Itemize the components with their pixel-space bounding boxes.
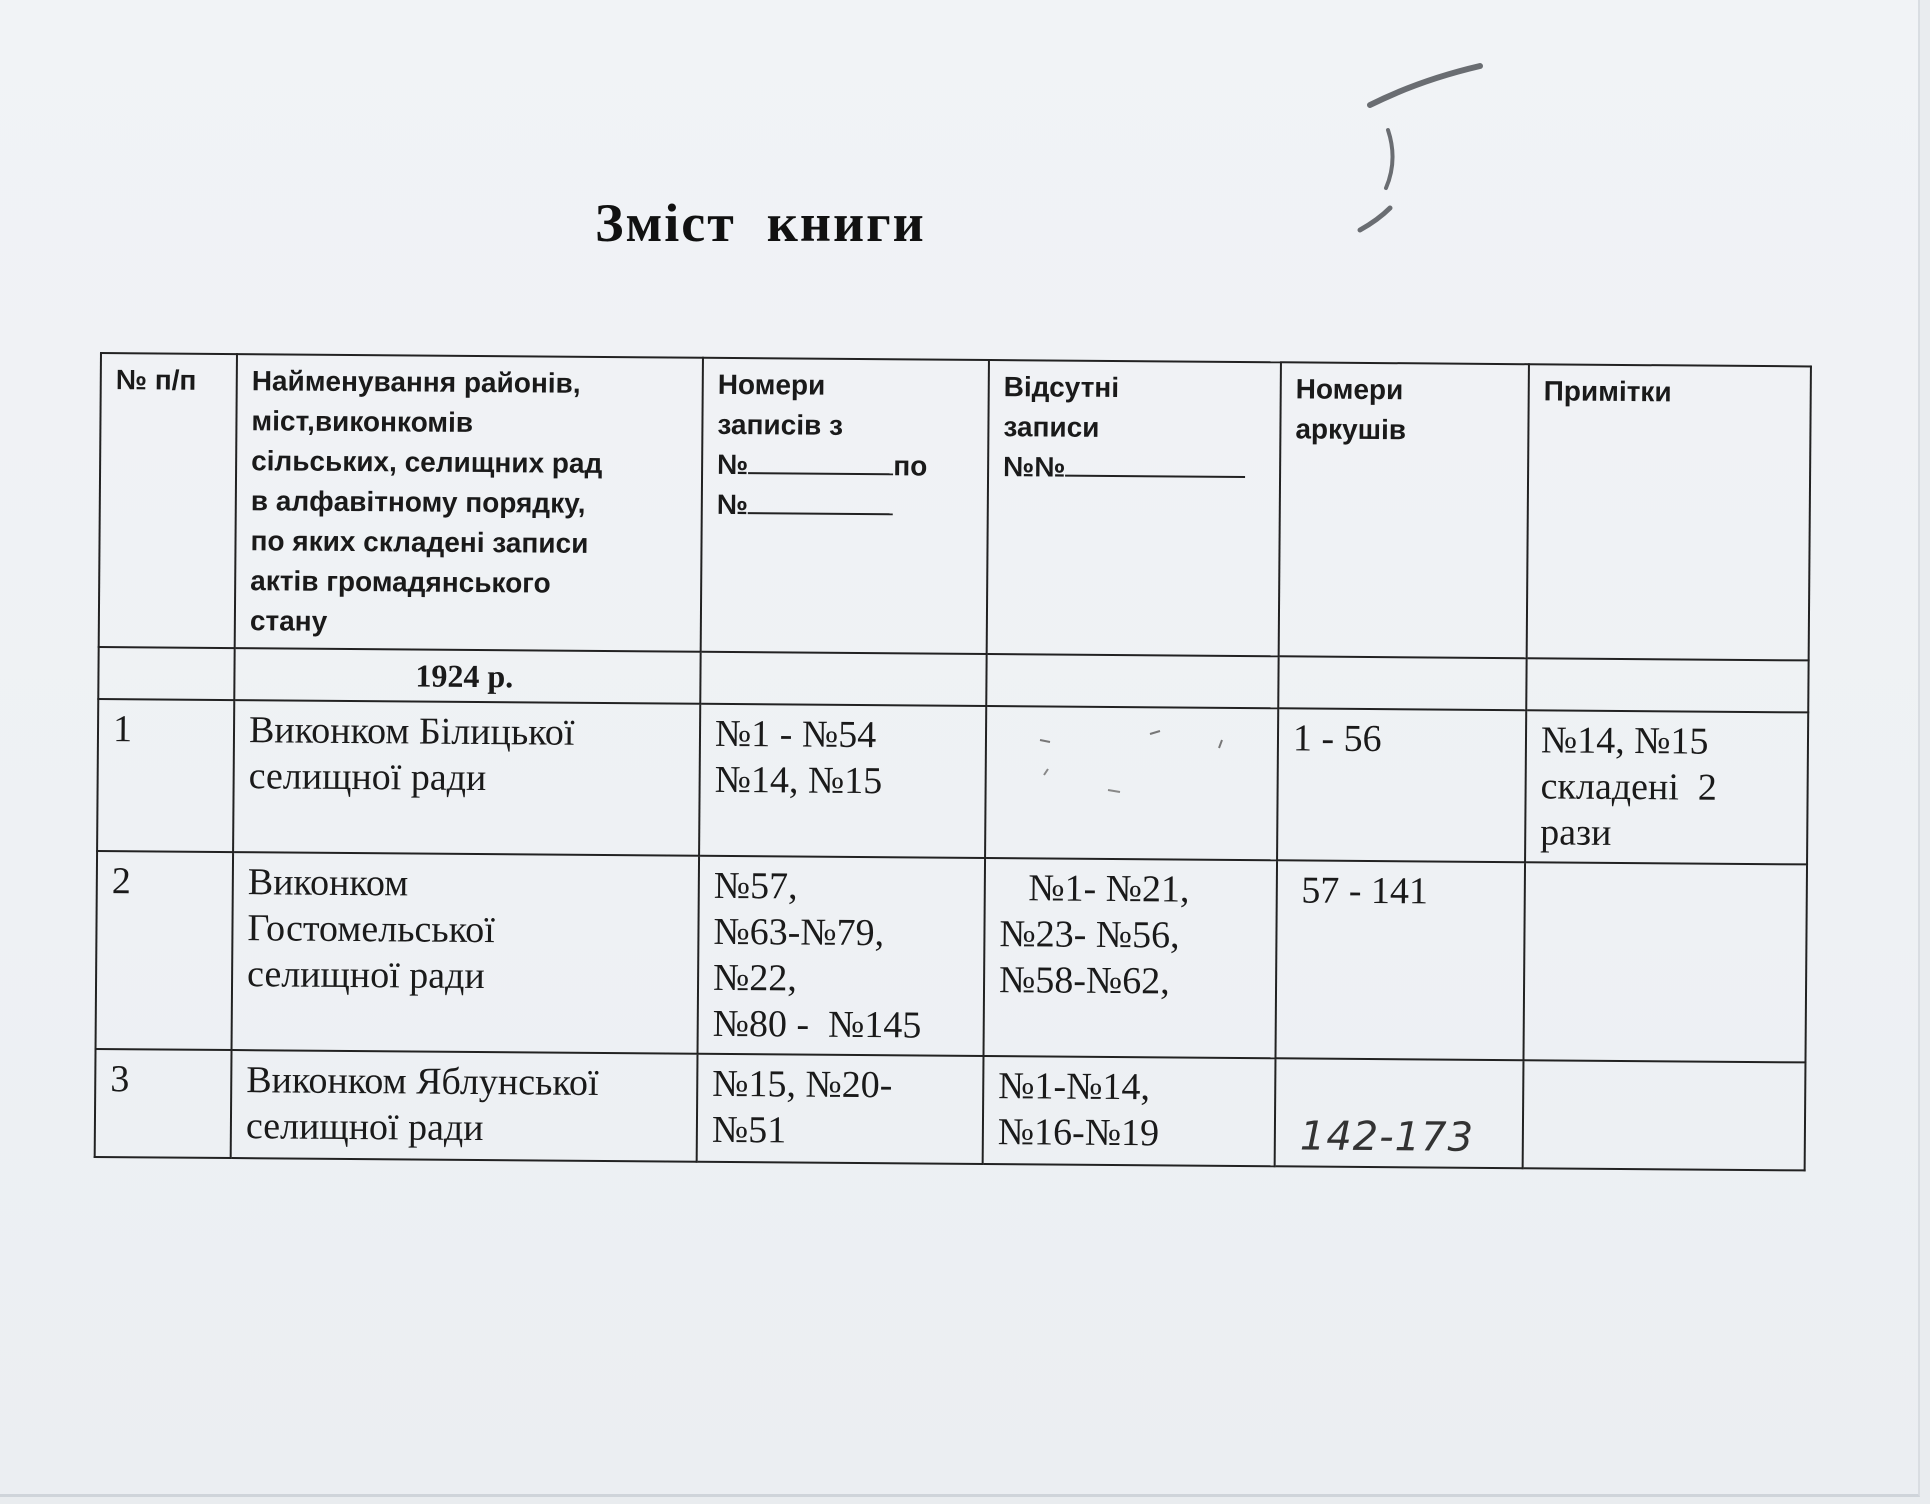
row-records-line: №15, №20- [712, 1062, 893, 1107]
header-missing [987, 360, 1281, 656]
blank-line [1065, 475, 1245, 478]
table-cell [1278, 656, 1526, 710]
row-missing-line: №23- №56, [999, 913, 1180, 957]
header-row [99, 353, 1811, 660]
header-sheets [1279, 362, 1529, 658]
row-number: 1 [97, 699, 234, 852]
header-number: № п/п [99, 353, 237, 648]
header-missing-range [1003, 447, 1265, 489]
header-notes: Примітки [1527, 364, 1811, 660]
row-notes-line: складені 2 [1540, 765, 1718, 809]
row-number: 2 [96, 851, 234, 1050]
header-name [235, 354, 703, 652]
header-missing-line: записи [1003, 411, 1100, 443]
blank-line [748, 472, 893, 475]
header-records-po: по [893, 450, 928, 482]
row-missing [983, 858, 1277, 1058]
contents-table [94, 352, 1812, 1171]
row-sheets: 57 - 141 [1275, 860, 1525, 1060]
header-missing-line: Відсутні [1003, 371, 1120, 404]
header-sheets-line: Номери [1295, 373, 1404, 406]
table-row [95, 1049, 1806, 1170]
header-records-line: Номери [717, 368, 826, 401]
table-row [96, 851, 1808, 1062]
row-name-line: селищної ради [245, 1105, 484, 1150]
row-missing-line: №1- №21, [999, 867, 1190, 911]
blank-line [748, 512, 893, 515]
row-missing-line: №16-№19 [997, 1111, 1160, 1155]
handwritten-sheets: 142-173 [1299, 1113, 1475, 1161]
header-missing-no: №№ [1003, 451, 1066, 483]
row-sheets [1275, 1058, 1524, 1168]
table-cell [1526, 658, 1808, 712]
row-name-line: селищної ради [248, 755, 487, 800]
row-name-line: Виконком Яблунської [246, 1059, 599, 1104]
row-name [231, 1050, 698, 1162]
row-missing [983, 1056, 1276, 1166]
row-records-line: №57, [713, 864, 798, 908]
table-cell [986, 654, 1278, 708]
header-records [701, 358, 989, 654]
header-name-line: стану [249, 605, 328, 637]
row-records [697, 1054, 984, 1164]
row-name-line: Виконком [247, 861, 409, 905]
header-records-line: записів з [717, 408, 844, 441]
header-records-range [717, 445, 973, 487]
row-records-line: №63-№79, [713, 910, 885, 955]
row-name-line: Гостомельської [247, 907, 495, 952]
row-missing-line: №1-№14, [998, 1065, 1151, 1109]
header-sheets-line: аркушів [1295, 413, 1407, 446]
row-notes [1523, 862, 1807, 1062]
row-records-line: №22, [712, 956, 798, 1000]
handwritten-page-mark [1340, 60, 1500, 240]
header-name-line: по яких складені записи [250, 525, 589, 559]
row-notes-line: №14, №15 [1540, 719, 1709, 763]
header-records-no: № [717, 448, 749, 481]
header-records-range [717, 485, 973, 527]
header-records-no: № [716, 488, 749, 521]
row-records-line: №80 - №145 [712, 1002, 922, 1047]
table-cell [700, 652, 986, 706]
header-name-line: сільських, селищних рад [251, 445, 603, 479]
row-notes-line: рази [1540, 811, 1612, 854]
row-sheets: 1 - 56 [1277, 708, 1526, 862]
row-missing-line: №58-№62, [998, 959, 1170, 1003]
row-name-line: селищної ради [246, 953, 485, 998]
row-notes [1523, 1060, 1806, 1170]
row-name-line: Виконком Білицької [248, 709, 575, 754]
row-name [232, 852, 700, 1054]
table-row [97, 699, 1808, 864]
row-notes [1525, 710, 1808, 864]
row-records [699, 704, 986, 858]
row-number: 3 [95, 1049, 232, 1158]
header-name-line: в алфавітному порядку, [250, 485, 586, 519]
row-records-line: №51 [711, 1108, 787, 1152]
row-records [698, 856, 986, 1056]
year-label: 1924 р. [234, 648, 700, 704]
header-name-line: Найменування районів, [251, 365, 581, 399]
paper-specks [1030, 720, 1250, 840]
header-name-line: міст,виконкомів [251, 405, 474, 438]
header-name-line: актів громадянського [250, 565, 551, 599]
row-name [233, 700, 700, 856]
table-cell [98, 647, 234, 700]
row-records-line: №1 - №54 [714, 712, 877, 757]
page-title: Зміст книги [595, 193, 926, 253]
row-records-line: №14, №15 [714, 758, 883, 803]
